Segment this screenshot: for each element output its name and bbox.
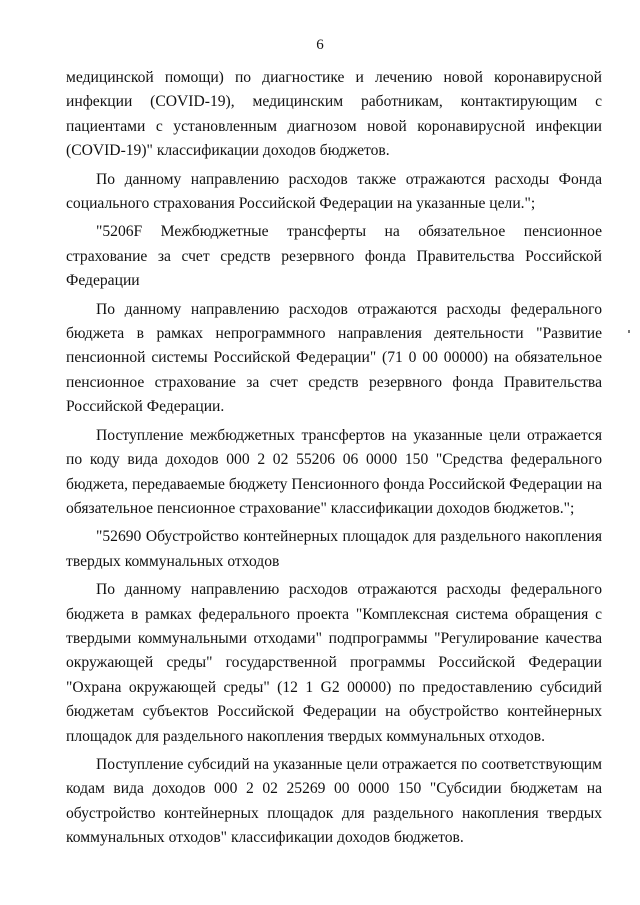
paragraph-5206f-expenses: По данному направлению расходов отражаются расходы федерального бюджета в рамках непрограммного направления деятельности "Развитие пенсионной системы Российской Федерации" (71 0 00 00000) на обязательное пенсионное страхование за счет средств резервного фонда Правительства Российской Федерации. (66, 300, 602, 416)
paragraph-fss-expenses: По данному направлению расходов также отражаются расходы Фонда социального страхования Российской Федерации на указанные цели."; (66, 170, 602, 213)
document-body (66, 66, 602, 855)
paragraph-5206f-heading: "5206F Межбюджетные трансферты на обязательное пенсионное страхование за счет средств резервного фонда Правительства Российской Федерации (66, 223, 602, 290)
paragraph-52690-heading: "52690 Обустройство контейнерных площадок для раздельного накопления твердых коммунальных отходов (66, 528, 602, 570)
paragraph-5206f-revenue: Поступление межбюджетных трансфертов на указанные цели отражается по коду вида доходов 000 2 02 55206 06 0000 150 "Средства федерального бюджета, передаваемые бюджету Пенсионного фонда Российской Федерации на обязательное пенсионное страхование" классификации доходов бюджетов."; (66, 426, 602, 517)
paragraph-52690-expenses: По данному направлению расходов отражаются расходы федерального бюджета в рамках федерального проекта "Комплексная система обращения с твердыми коммунальными отходами" подпрограммы "Регулирование качества окружающей среды" государственной программы Российской Федерации "Охрана окружающей среды" (12 1 G2 00000) по предоставлению субсидий бюджетам субъектов Российской Федерации на обустройство контейнерных площадок для раздельного накопления твердых коммунальных отходов. (66, 581, 602, 745)
scan-margin-mark (628, 330, 630, 333)
paragraph-52690-revenue: Поступление субсидий на указанные цели отражается по соответствующим кодам вида доходов 000 2 02 25269 00 0000 150 "Субсидии бюджетам на обустройство контейнерных площадок для раздельного накопления твердых коммунальных отходов" классификации доходов бюджетов. (66, 755, 602, 847)
paragraph-continuation: медицинской помощи) по диагностике и лечению новой коронавирусной инфекции (COVID-19), медицинским работникам, контактирующим с пациентами с установленным диагнозом новой коронавирусной инфекции (COVID-19)" классификации доходов бюджетов. (66, 69, 602, 160)
page-number: 6 (316, 37, 324, 53)
